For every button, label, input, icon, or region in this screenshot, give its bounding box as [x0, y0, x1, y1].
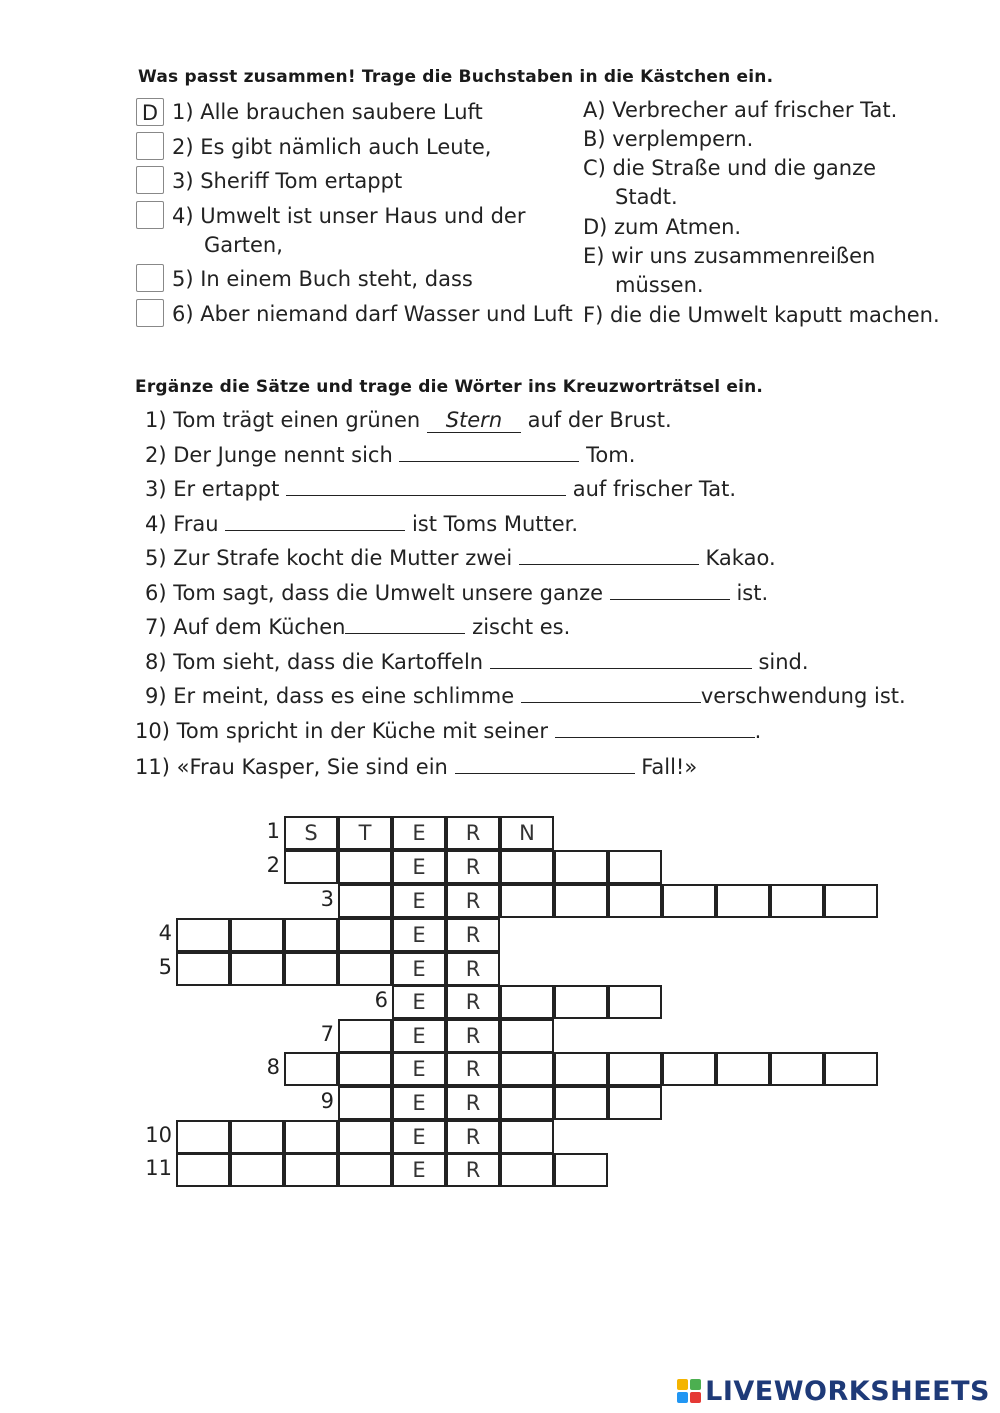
crossword-number-6: 6: [374, 988, 388, 1012]
crossword-cell[interactable]: R: [446, 816, 500, 850]
matching-right-item-e: E) wir uns zusammenreißen: [583, 244, 876, 268]
matching-left-item-4-cont: Garten,: [204, 233, 283, 257]
sentence-7-start: 7) Auf dem Küchen: [145, 615, 346, 639]
logo-square: [677, 1392, 688, 1403]
sentence-8-start: 8) Tom sieht, dass die Kartoffeln: [145, 650, 484, 674]
matching-left-item-4: 4) Umwelt ist unser Haus und der: [172, 204, 526, 228]
crossword-number-11: 11: [145, 1156, 172, 1180]
matching-left-item-1: 1) Alle brauchen saubere Luft: [172, 100, 483, 124]
sentence-1-start: 1) Tom trägt einen grünen: [145, 408, 421, 432]
crossword-cell[interactable]: [554, 1052, 608, 1086]
crossword-cell[interactable]: [500, 1153, 554, 1187]
crossword-cell[interactable]: [716, 884, 770, 918]
crossword-cell[interactable]: E: [392, 884, 446, 918]
crossword-cell[interactable]: [284, 952, 338, 986]
crossword-cell[interactable]: T: [338, 816, 392, 850]
sentence-9-start: 9) Er meint, dass es eine schlimme: [145, 684, 515, 708]
crossword-cell[interactable]: E: [392, 850, 446, 884]
crossword-number-1: 1: [266, 819, 280, 843]
crossword-cell[interactable]: [338, 850, 392, 884]
crossword-cell[interactable]: [824, 1052, 878, 1086]
sentence-7-end: zischt es.: [472, 615, 571, 639]
matching-right-item-c-cont: Stadt.: [615, 185, 678, 209]
crossword-cell[interactable]: [230, 952, 284, 986]
crossword-number-4: 4: [158, 921, 172, 945]
crossword-number-2: 2: [266, 853, 280, 877]
logo-square: [690, 1379, 701, 1390]
crossword-cell[interactable]: [662, 884, 716, 918]
sentence-3-start: 3) Er ertappt: [145, 477, 280, 501]
crossword-cell[interactable]: [284, 1120, 338, 1154]
crossword-number-7: 7: [320, 1022, 334, 1046]
matching-right-item-c: C) die Straße und die ganze: [583, 156, 877, 180]
matching-heading: Was passt zusammen! Trage die Buchstaben in die Kästchen ein.: [138, 67, 774, 87]
crossword-number-5: 5: [158, 955, 172, 979]
matching-right-item-b: B) verplempern.: [583, 127, 754, 151]
crossword-cell[interactable]: [284, 1153, 338, 1187]
sentence-6-end: ist.: [736, 581, 769, 605]
liveworksheets-mark-icon: [677, 1379, 701, 1403]
crossword-cell[interactable]: R: [446, 850, 500, 884]
crossword-cell[interactable]: [608, 1052, 662, 1086]
matching-left-item-5: 5) In einem Buch steht, dass: [172, 267, 473, 291]
crossword-cell[interactable]: [554, 850, 608, 884]
sentence-2-end: Tom.: [586, 443, 636, 467]
crossword-cell[interactable]: R: [446, 985, 500, 1019]
liveworksheets-logo-text: LIVEWORKSHEETS: [705, 1375, 990, 1407]
crossword-cell[interactable]: E: [392, 1120, 446, 1154]
crossword-cell[interactable]: R: [446, 884, 500, 918]
crossword-cell[interactable]: [500, 1086, 554, 1120]
crossword-cell[interactable]: [338, 1153, 392, 1187]
sentence-10-start: 10) Tom spricht in der Küche mit seiner: [135, 719, 548, 743]
crossword-cell[interactable]: E: [392, 816, 446, 850]
logo-square: [677, 1379, 688, 1390]
matching-left-item-2: 2) Es gibt nämlich auch Leute,: [172, 135, 492, 159]
matching-right-item-f: F) die die Umwelt kaputt machen.: [583, 303, 940, 327]
crossword-cell[interactable]: [338, 952, 392, 986]
crossword-cell[interactable]: [176, 1153, 230, 1187]
logo-square: [690, 1392, 701, 1403]
crossword-cell[interactable]: E: [392, 918, 446, 952]
crossword-cell[interactable]: E: [392, 952, 446, 986]
crossword-cell[interactable]: N: [500, 816, 554, 850]
sentence-3-end: auf frischer Tat.: [572, 477, 736, 501]
sentence-8-end: sind.: [758, 650, 809, 674]
crossword-cell[interactable]: [608, 985, 662, 1019]
sentence-5-end: Kakao.: [705, 546, 776, 570]
answer-box-1[interactable]: D: [136, 98, 164, 126]
crossword-cell[interactable]: [608, 1086, 662, 1120]
crossword-number-9: 9: [320, 1089, 334, 1113]
crossword-cell[interactable]: [500, 1120, 554, 1154]
crossword-cell[interactable]: [338, 1052, 392, 1086]
crossword-cell[interactable]: [554, 985, 608, 1019]
liveworksheets-logo: [677, 1376, 990, 1406]
matching-right-item-d: D) zum Atmen.: [583, 215, 742, 239]
crossword-cell[interactable]: [176, 918, 230, 952]
fill-in-heading: Ergänze die Sätze und trage die Wörter ins Kreuzworträtsel ein.: [135, 377, 764, 397]
crossword-cell[interactable]: E: [392, 1019, 446, 1053]
crossword-cell[interactable]: [230, 1153, 284, 1187]
crossword-cell[interactable]: [608, 884, 662, 918]
crossword-cell[interactable]: [608, 850, 662, 884]
crossword-cell[interactable]: [338, 1019, 392, 1053]
crossword-cell[interactable]: [338, 1120, 392, 1154]
crossword-cell[interactable]: [230, 1120, 284, 1154]
crossword-cell[interactable]: [500, 985, 554, 1019]
crossword-cell[interactable]: R: [446, 952, 500, 986]
crossword-cell[interactable]: [500, 884, 554, 918]
crossword-cell[interactable]: [176, 1120, 230, 1154]
crossword-cell[interactable]: E: [392, 1153, 446, 1187]
sentence-1-blank[interactable]: Stern: [427, 408, 521, 433]
crossword-cell[interactable]: [770, 884, 824, 918]
crossword-cell[interactable]: R: [446, 1019, 500, 1053]
crossword-cell[interactable]: R: [446, 918, 500, 952]
matching-left-item-6: 6) Aber niemand darf Wasser und Luft: [172, 302, 573, 326]
matching-left-item-3: 3) Sheriff Tom ertappt: [172, 169, 403, 193]
crossword-cell[interactable]: [554, 1153, 608, 1187]
sentence-1-end: auf der Brust.: [527, 408, 672, 432]
crossword-cell[interactable]: [716, 1052, 770, 1086]
crossword-cell[interactable]: [500, 850, 554, 884]
crossword-number-8: 8: [266, 1055, 280, 1079]
crossword-cell[interactable]: [284, 918, 338, 952]
crossword-cell[interactable]: [770, 1052, 824, 1086]
crossword-number-10: 10: [145, 1123, 172, 1147]
crossword-cell[interactable]: E: [392, 985, 446, 1019]
crossword-cell[interactable]: [500, 1052, 554, 1086]
crossword-cell[interactable]: [824, 884, 878, 918]
crossword-cell[interactable]: [662, 1052, 716, 1086]
crossword-cell[interactable]: R: [446, 1153, 500, 1187]
crossword-cell[interactable]: E: [392, 1086, 446, 1120]
crossword-number-3: 3: [320, 887, 334, 911]
crossword-cell[interactable]: [500, 1019, 554, 1053]
sentence-9-end: verschwendung ist.: [700, 684, 906, 708]
crossword-cell[interactable]: [338, 1086, 392, 1120]
crossword-cell[interactable]: [554, 1086, 608, 1120]
sentence-6-start: 6) Tom sagt, dass die Umwelt unsere ganze: [145, 581, 604, 605]
crossword-cell[interactable]: [284, 850, 338, 884]
crossword-cell[interactable]: R: [446, 1086, 500, 1120]
sentence-4-end: ist Toms Mutter.: [411, 512, 579, 536]
sentence-2-start: 2) Der Junge nennt sich: [145, 443, 393, 467]
crossword-cell[interactable]: [284, 1052, 338, 1086]
crossword-cell[interactable]: [230, 918, 284, 952]
crossword-cell[interactable]: E: [392, 1052, 446, 1086]
crossword-cell[interactable]: S: [284, 816, 338, 850]
crossword-cell[interactable]: [176, 952, 230, 986]
sentence-5-start: 5) Zur Strafe kocht die Mutter zwei: [145, 546, 513, 570]
matching-right-item-e-cont: müssen.: [615, 273, 704, 297]
sentence-4-start: 4) Frau: [145, 512, 219, 536]
matching-right-item-a: A) Verbrecher auf frischer Tat.: [583, 98, 898, 122]
crossword-cell[interactable]: [338, 918, 392, 952]
sentence-11-end: Fall!»: [641, 755, 698, 779]
sentence-10-end: .: [754, 719, 762, 743]
sentence-11-start: 11) «Frau Kasper, Sie sind ein: [135, 755, 448, 779]
crossword-cell[interactable]: R: [446, 1120, 500, 1154]
crossword-cell[interactable]: [554, 884, 608, 918]
crossword-cell[interactable]: R: [446, 1052, 500, 1086]
crossword-cell[interactable]: [338, 884, 392, 918]
